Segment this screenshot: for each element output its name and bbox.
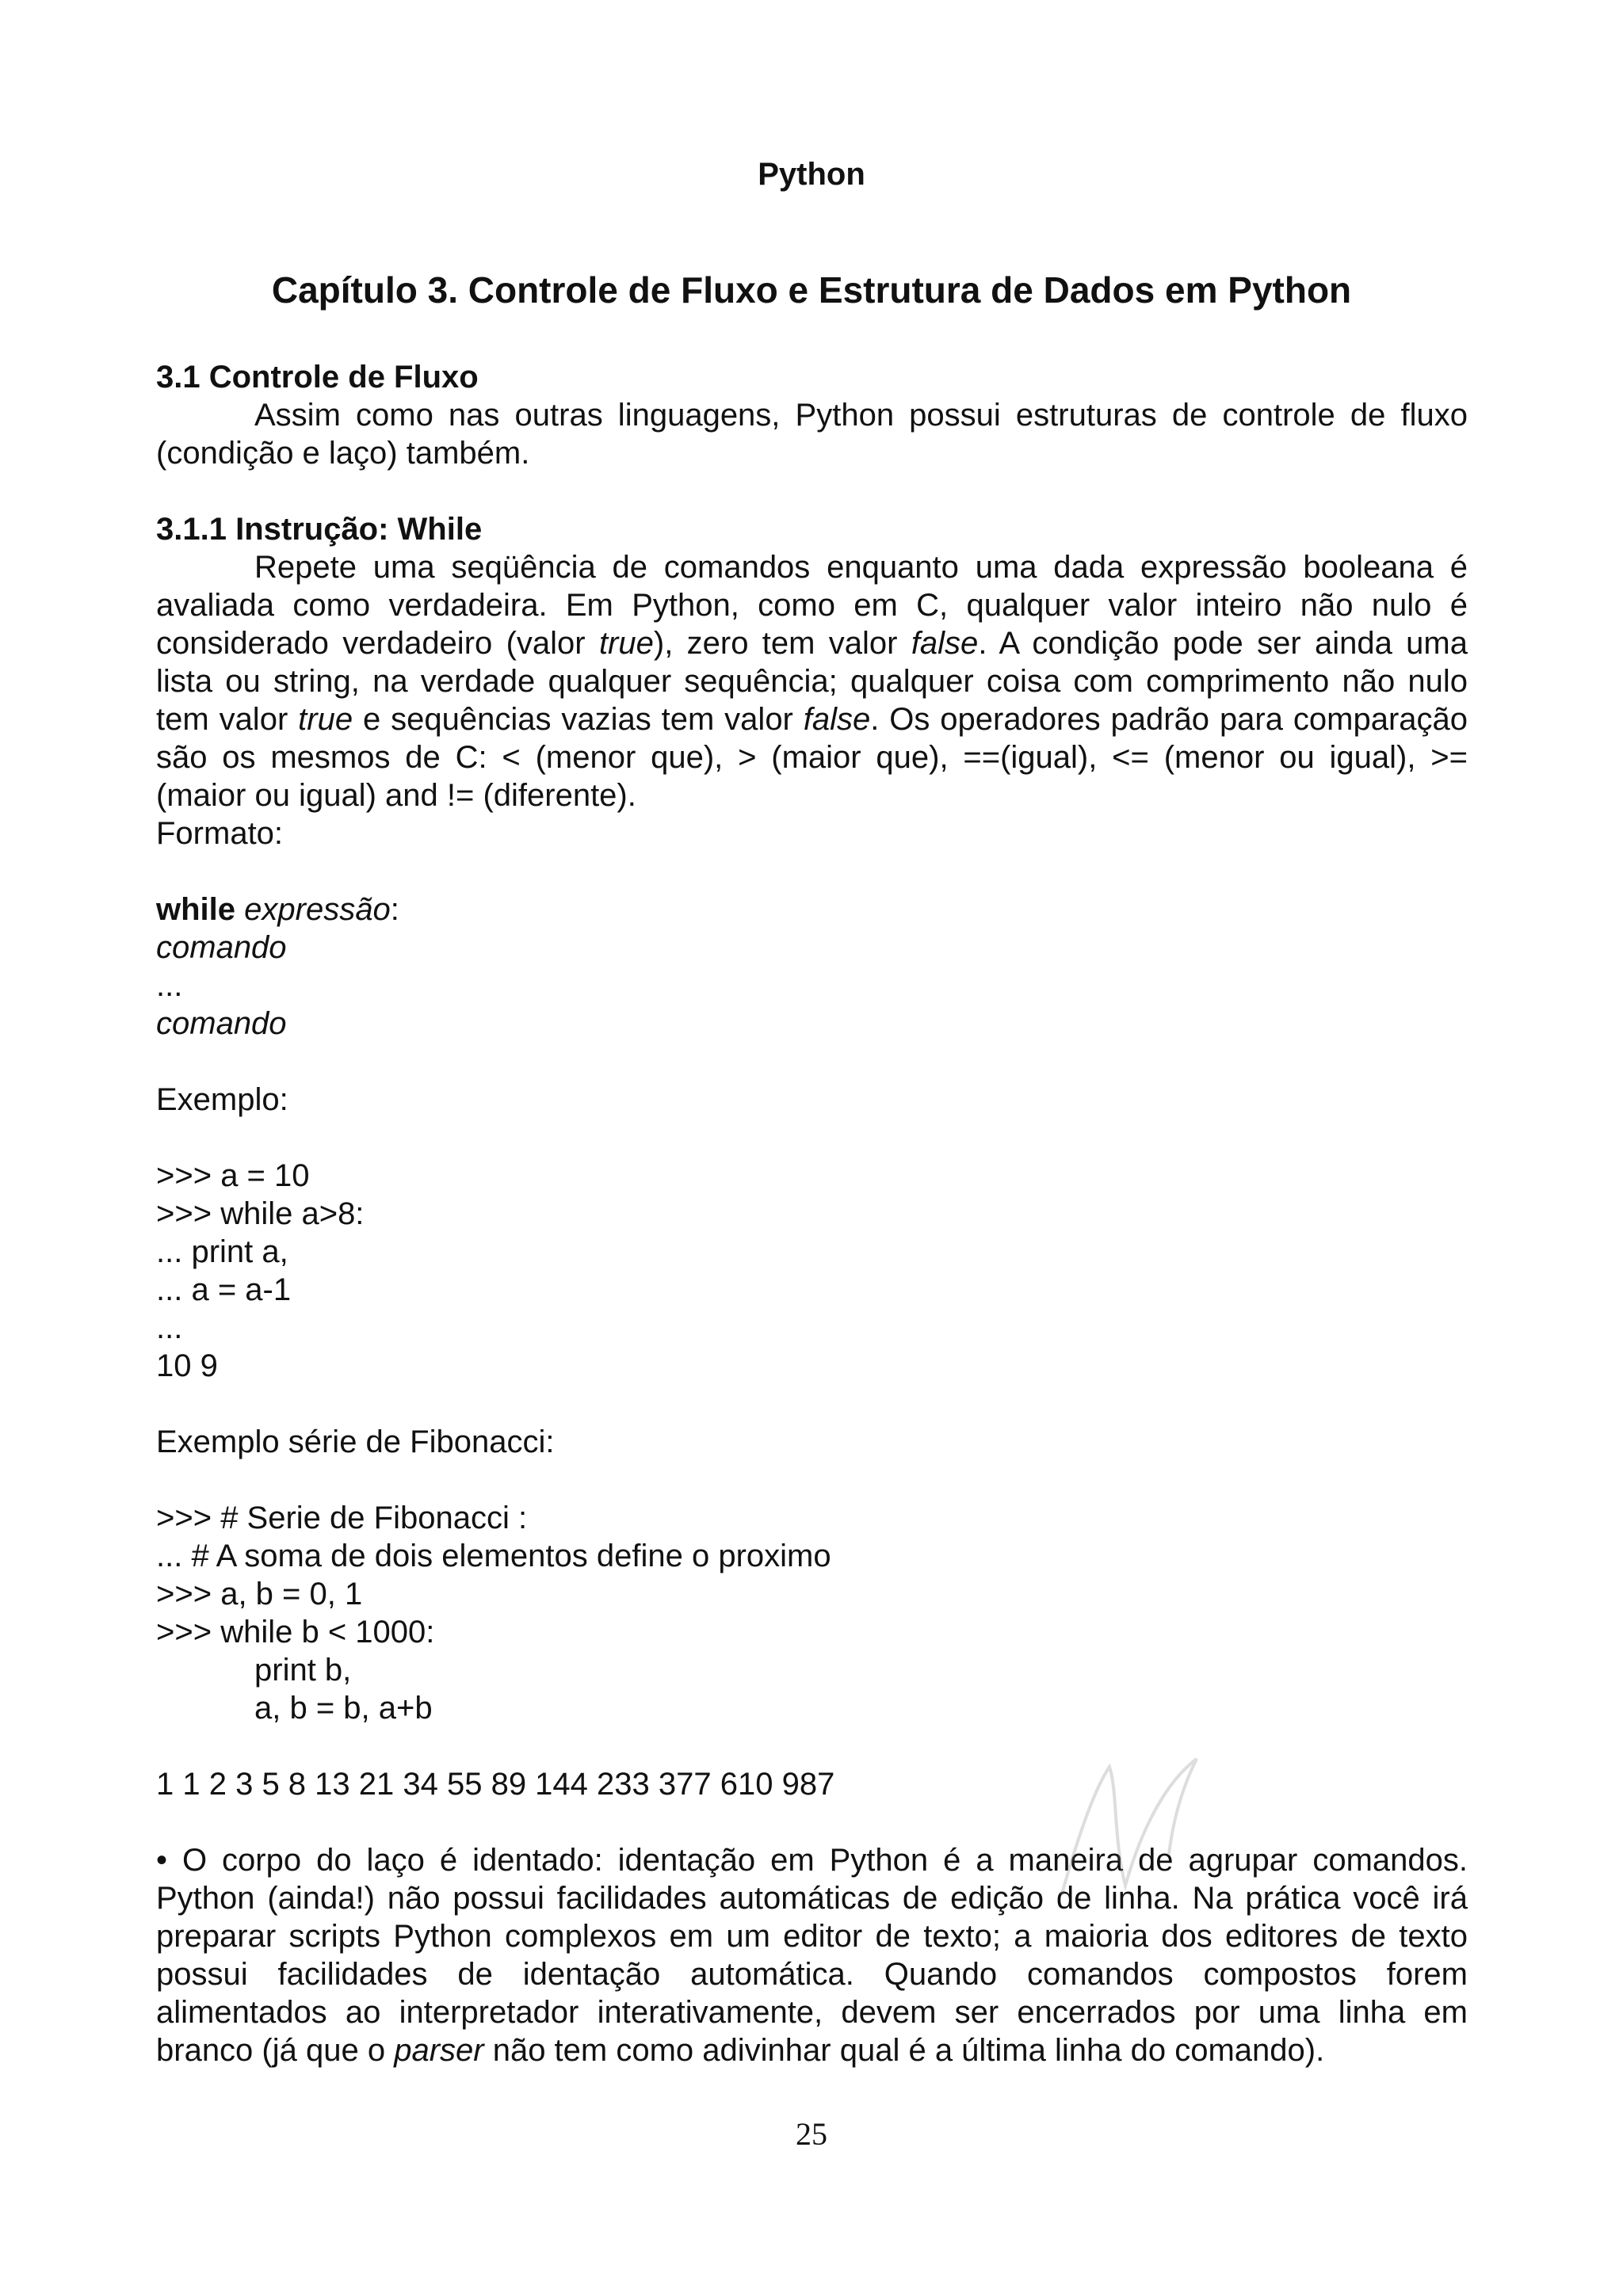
code-line: ... a = a-1 [156, 1272, 292, 1307]
signature-watermark [1030, 1743, 1236, 1917]
code-line: >>> a = 10 [156, 1158, 310, 1193]
page-number: 25 [796, 2116, 827, 2152]
format-command-1: comando [156, 930, 287, 965]
code-line-indented: print b, [254, 1653, 352, 1688]
section-heading-3-1-1: 3.1.1 Instrução: While [156, 512, 483, 547]
format-while-line: while expressão: [156, 892, 399, 927]
example-code-block [156, 1157, 1468, 1385]
fibonacci-code-block [156, 1499, 1468, 1727]
code-line: >>> # Serie de Fibonacci : [156, 1501, 528, 1535]
code-line: >>> while a>8: [156, 1196, 365, 1231]
main-content [156, 358, 1468, 2069]
format-ellipsis: ... [156, 968, 183, 1003]
section-3-1-paragraph: Assim como nas outras linguagens, Python possui estruturas de controle de fluxo (condição e laço) também. [156, 398, 1468, 471]
code-line: ... [156, 1310, 183, 1345]
code-line: ... print a, [156, 1234, 288, 1269]
code-line: >>> a, b = 0, 1 [156, 1577, 363, 1611]
fibonacci-output: 1 1 2 3 5 8 13 21 34 55 89 144 233 377 610 987 [156, 1767, 835, 1802]
chapter-title: Capítulo 3. Controle de Fluxo e Estrutura de Dados em Python [271, 269, 1352, 311]
code-line-indented: a, b = b, a+b [254, 1691, 433, 1726]
format-label: Formato: [156, 816, 284, 851]
running-header: Python [758, 157, 865, 192]
section-heading-3-1: 3.1 Controle de Fluxo [156, 360, 479, 395]
example-label: Exemplo: [156, 1082, 288, 1117]
indentation-bullet-paragraph: • O corpo do laço é identado: identação em Python é a maneira de agrupar comandos. Python (ainda!) não possui facilidades automáticas de edição de linha. Na prática você irá preparar scripts Python complexos em um editor de texto; a maioria dos editores de texto possui facilidades de identação automática. Quando comandos compostos forem alimentados ao interpretador interativamente, devem ser encerrados por uma linha em branco (já que o parser não tem como adivinhar qual é a última linha do comando). [156, 1843, 1468, 2068]
while-description-paragraph: Repete uma seqüência de comandos enquanto uma dada expressão booleana é avaliada como verdadeira. Em Python, como em C, qualquer valor inteiro não nulo é considerado verdadeiro (valor true), zero tem valor false. A condição pode ser ainda uma lista ou string, na verdade qualquer sequência; qualquer coisa com comprimento não nulo tem valor true e sequências vazias tem valor false. Os operadores padrão para comparação são os mesmos de C: < (menor que), > (maior que), ==(igual), <= (menor ou igual), >= (maior ou igual) and != (diferente). [156, 550, 1468, 813]
format-command-2: comando [156, 1006, 287, 1041]
code-line: >>> while b < 1000: [156, 1615, 435, 1650]
code-output: 10 9 [156, 1348, 218, 1383]
while-format-block [156, 891, 1468, 1043]
fibonacci-label: Exemplo série de Fibonacci: [156, 1425, 555, 1459]
code-line: ... # A soma de dois elementos define o proximo [156, 1539, 831, 1573]
